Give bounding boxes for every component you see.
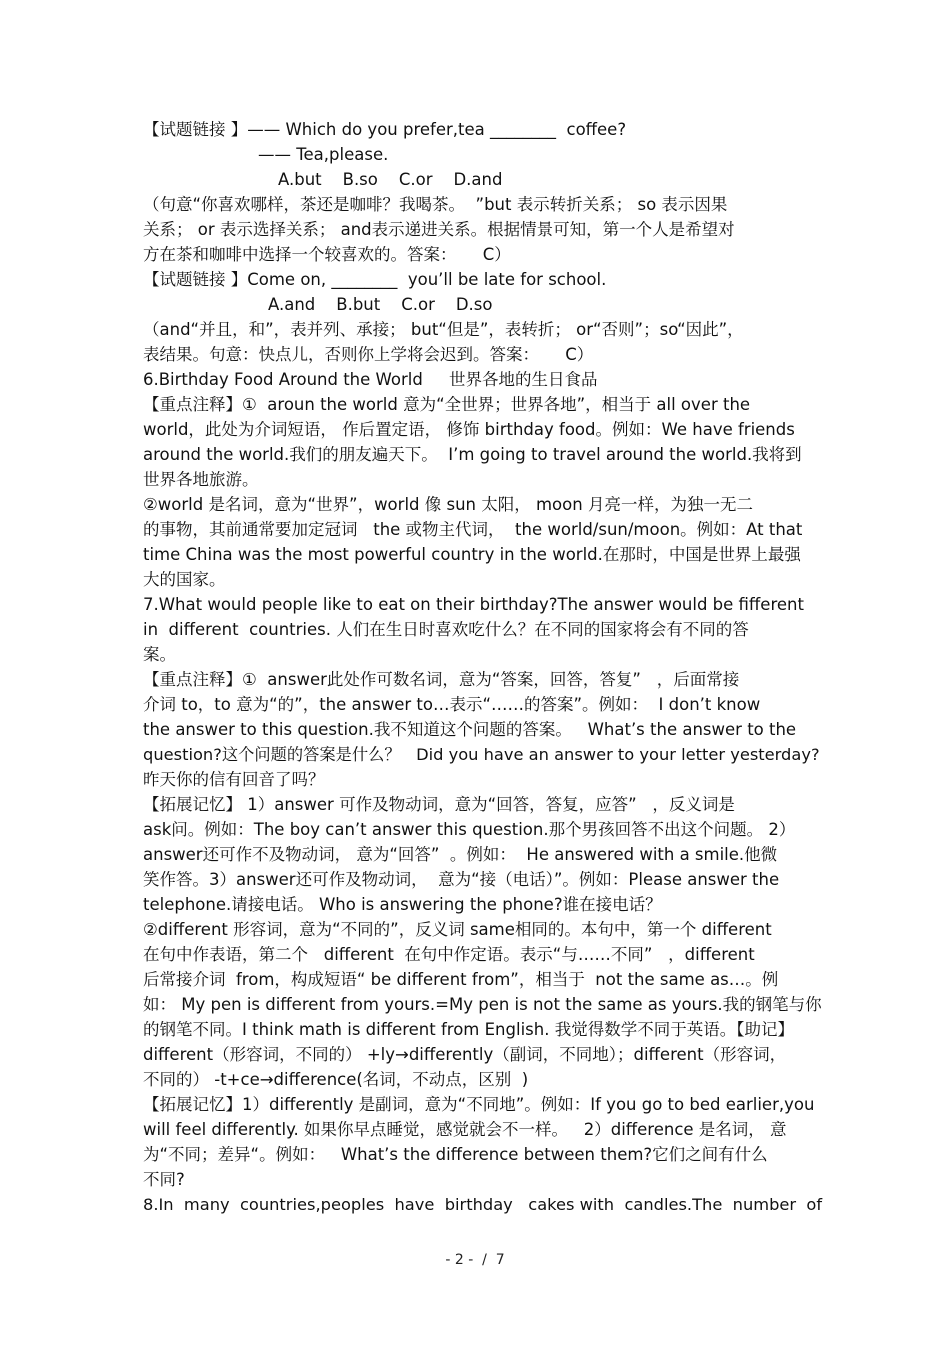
text-line: the answer to this question.我不知道这个问题的答案。 What’s the answer to the — [143, 720, 797, 739]
text-line: ask问。例如：The boy can’t answer this question.那个男孩回答不出这个问题。 2） — [143, 820, 796, 839]
text-line: ②world 是名词，意为“世界”，world 像 sun 太阳， moon 月亮一样，为独一无二 — [143, 495, 753, 514]
text-line: around the world.我们的朋友遍天下。 I’m going to travel around the world.我将到 — [143, 445, 802, 464]
quiz-link-1-answer-line: —— Tea,please. — [258, 145, 389, 164]
text-line: 【拓展记忆】 1）answer 可作及物动词，意为“回答，答复，应答” ，反义词是 — [143, 795, 735, 814]
text-line: 昨天你的信有回音了吗？ — [143, 770, 325, 789]
text-line: 【重点注释】① answer此处作可数名词，意为“答案，回答，答复” ，后面常接 — [143, 670, 740, 689]
text-line: world，此处为介词短语， 作后置定语， 修饰 birthday food。例如：We have friends — [143, 420, 795, 439]
text-line: 笑作答。3）answer还可作及物动词， 意为“接（电话）”。例如：Please answer the — [143, 870, 780, 889]
text-line: 不同的） -t+ce→difference(名词，不动点，区别 ) — [143, 1070, 529, 1089]
text-line: telephone.请接电话。 Who is answering the phone?谁在接电话？ — [143, 895, 662, 914]
section-heading-7: 7.What would people like to eat on their birthday?The answer would be fifferent — [143, 595, 804, 614]
text-line: 介词 to，to 意为“的”，the answer to…表示“……的答案”。例如： I don’t know — [143, 695, 761, 714]
quiz-link-1-question: 【试题链接 】—— Which do you prefer,tea ________ coffee? — [143, 120, 627, 139]
text-line: answer还可作不及物动词， 意为“回答” 。例如： He answered with a smile.他微 — [143, 845, 778, 864]
quiz-link-2-options: A.and B.but C.or D.so — [268, 295, 493, 314]
text-line: 在句中作表语，第二个 different 在句中作定语。表示“与……不同” ，different — [143, 945, 755, 964]
text-line: ②different 形容词，意为“不同的”，反义词 same相同的。本句中，第一个 different — [143, 920, 772, 939]
text-line: 表结果。句意：快点儿，否则你上学将会迟到。答案： C） — [143, 345, 594, 364]
text-line: 后常接介词 from，构成短语“ be different from”，相当于 not the same as…。例 — [143, 970, 779, 989]
text-line: in different countries. 人们在生日时喜欢吃什么？在不同的国家将会有不同的答 — [143, 620, 749, 639]
text-line: 方在茶和咖啡中选择一个较喜欢的。答案： C） — [143, 245, 511, 264]
text-line: time China was the most powerful country in the world.在那时，中国是世界上最强 — [143, 545, 801, 564]
page-number: - 2 - / 7 — [445, 1252, 505, 1268]
text-line: 不同? — [143, 1170, 185, 1189]
text-line: will feel differently. 如果你早点睡觉，感觉就会不一样。 2）difference 是名词， 意 — [143, 1120, 787, 1139]
text-line: 大的国家。 — [143, 570, 226, 589]
section-heading-6: 6.Birthday Food Around the World 世界各地的生日食品 — [143, 370, 598, 389]
text-line: 的事物，其前通常要加定冠词 the 或物主代词， the world/sun/moon。例如：At that — [143, 520, 803, 539]
text-line: 【拓展记忆】1）differently 是副词，意为“不同地”。例如：If you go to bed earlier,you — [143, 1095, 815, 1114]
text-line: （and“并且，和”，表并列、承接； but“但是”，表转折； or“否则”；so“因此”， — [143, 320, 744, 339]
text-line: 关系； or 表示选择关系； and表示递进关系。根据情景可知，第一个人是希望对 — [143, 220, 735, 239]
text-line: different（形容词，不同的） +ly→differently（副词，不同地）；different（形容词， — [143, 1045, 787, 1064]
quiz-link-1-options: A.but B.so C.or D.and — [278, 170, 503, 189]
text-line: 案。 — [143, 645, 176, 664]
text-line: 【重点注释】① aroun the world 意为“全世界；世界各地”，相当于 all over the — [143, 395, 751, 414]
text-line: 的钢笔不同。I think math is different from English. 我觉得数学不同于英语。【助记】 — [143, 1020, 794, 1039]
quiz-link-2-question: 【试题链接 】Come on, ________ you’ll be late for school. — [143, 270, 607, 289]
text-line: 如： My pen is different from yours.=My pen is not the same as yours.我的钢笔与你 — [143, 995, 822, 1014]
text-line: （句意“你喜欢哪样，茶还是咖啡？我喝茶。 ”but 表示转折关系； so 表示因果 — [143, 195, 728, 214]
text-line: 为“不同；差异“。例如： What’s the difference between them?它们之间有什么 — [143, 1145, 768, 1164]
text-line: 世界各地旅游。 — [143, 470, 259, 489]
text-line: question?这个问题的答案是什么？ Did you have an answer to your letter yesterday? — [143, 745, 820, 764]
section-heading-8: 8.In many countries,peoples have birthday cakes with candles.The number of — [143, 1195, 823, 1214]
